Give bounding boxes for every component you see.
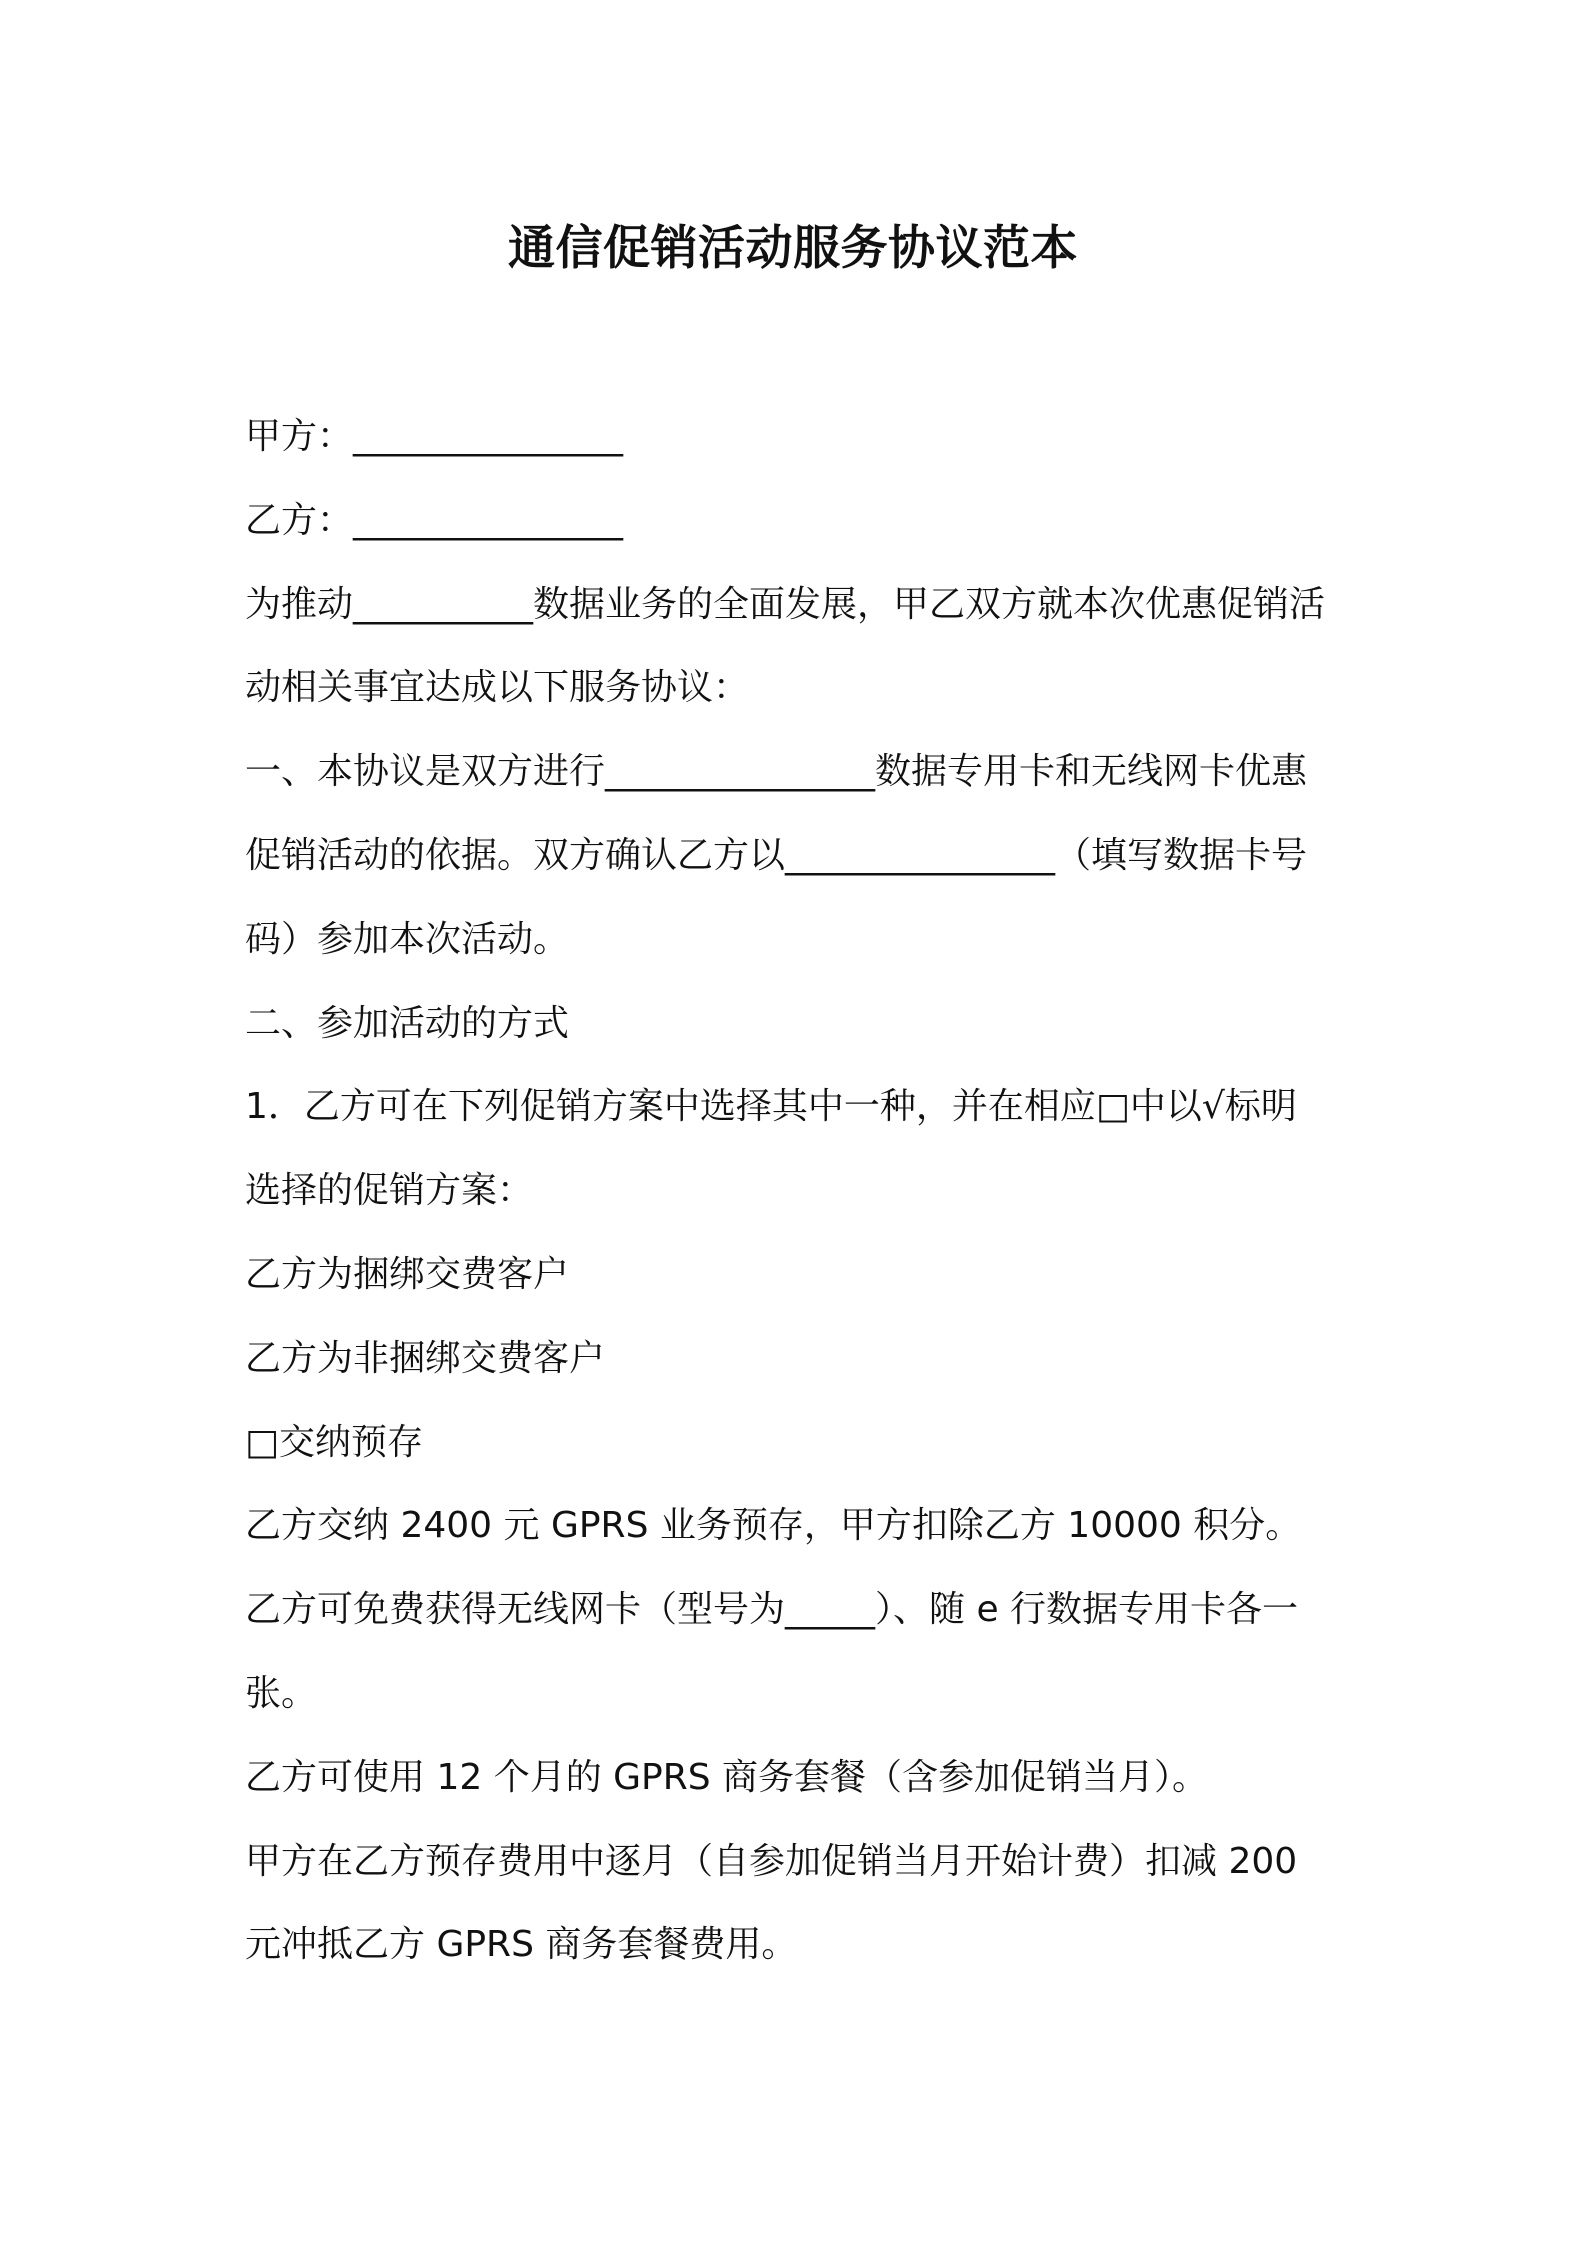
clause-two-item-line: 选择的促销方案： [245,1170,534,1212]
prepay-detail-line: 乙方可免费获得无线网卡（型号为_____）、随 e 行数据专用卡各一 [245,1589,1299,1631]
clause-one-line: 一、本协议是双方进行_______________数据专用卡和无线网卡优惠 [245,751,1308,793]
clause-one-line: 码）参加本次活动。 [245,918,570,960]
preamble-line: 动相关事宜达成以下服务协议： [245,667,750,709]
prepay-detail-line: 甲方在乙方预存费用中逐月（自参加促销当月开始计费）扣减 200 [245,1840,1298,1882]
prepay-detail-line: 元冲抵乙方 GPRS 商务套餐费用。 [245,1924,798,1966]
party-a-line: 甲方：_______________ [245,416,624,457]
prepay-detail-line: 乙方可使用 12 个月的 GPRS 商务套餐（含参加促销当月）。 [245,1756,1209,1798]
document-title: 通信促销活动服务协议范本 [508,221,1078,276]
prepay-detail-line: 乙方交纳 2400 元 GPRS 业务预存，甲方扣除乙方 10000 积分。 [245,1505,1302,1547]
option-unbundled-customer: 乙方为非捆绑交费客户 [245,1337,606,1379]
document-body [245,395,1360,1987]
party-b-line: 乙方：_______________ [245,499,624,541]
option-bundled-customer: 乙方为捆绑交费客户 [245,1253,570,1295]
clause-one-line: 促销活动的依据。双方确认乙方以_______________（填写数据卡号 [245,834,1308,876]
option-prepay-heading: □交纳预存 [245,1421,424,1463]
clause-two-heading: 二、参加活动的方式 [245,1002,570,1044]
preamble-line: 为推动__________数据业务的全面发展，甲乙双方就本次优惠促销活 [245,583,1326,625]
prepay-detail-line: 张。 [245,1672,318,1714]
clause-two-item-line: 1．乙方可在下列促销方案中选择其中一种，并在相应□中以√标明 [245,1086,1297,1128]
